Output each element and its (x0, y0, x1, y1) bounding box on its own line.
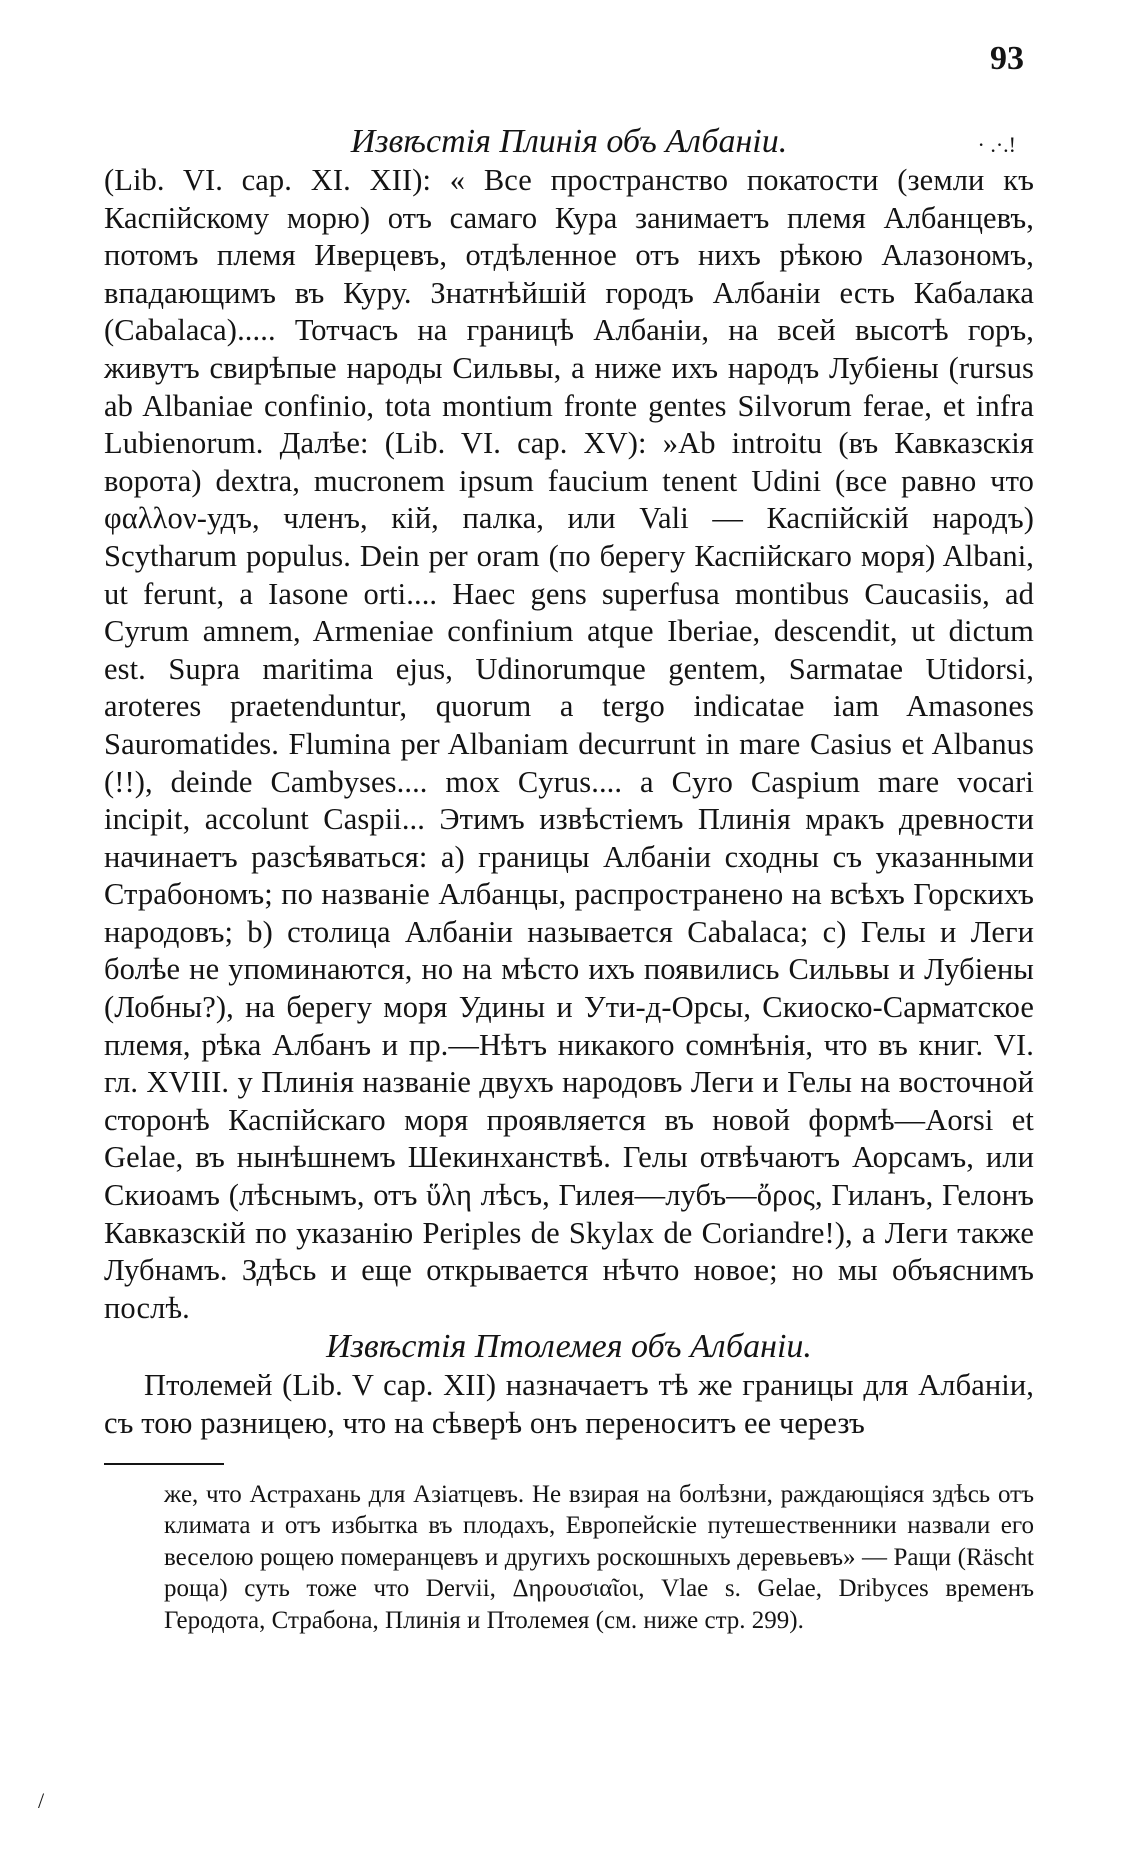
footnote: же, что Астрахань для Азіатцевъ. Не взирая на болѣзни, раждающіяся здѣсь отъ климата и отъ избытка въ плодахъ, Европейскіе путешественники назвали его веселою рощею померанцевъ и другихъ роскошныхъ деревьевъ» — Ращи (Räscht роща) суть тоже что Dervii, Δηρουσιαῖοι, Vlae s. Gelae, Dribyces временъ Геродота, Страбона, Плинія и Птолемея (см. ниже стр. 299). (164, 1480, 1034, 1634)
book-page (104, 40, 1034, 1636)
page-number: 93 (990, 40, 1024, 77)
paragraph-ptolemy (104, 1367, 1034, 1442)
section-heading-pliny: Извѣстія Плинія объ Албаніи. (350, 123, 788, 160)
section-heading-ptolemy: Извѣстія Птолемея объ Албаніи. (326, 1328, 812, 1366)
margin-mark: · .·.! (977, 132, 1016, 157)
footnote-divider (104, 1463, 224, 1465)
stray-margin-mark: / (38, 1788, 45, 1813)
paragraph-pliny: (Lib. VI. cap. XI. XII): « Все пространство покатости (земли къ Каспійскому морю) отъ самаго Кура занимаетъ племя Албанцевъ, потомъ племя Иверцевъ, отдѣленное отъ нихъ рѣкою Алазономъ, впадающимъ въ Куру. Знатнѣйшій городъ Албаніи есть Кабалака (Cabalaca)..... Тотчасъ на границѣ Албаніи, на всей высотѣ горъ, живутъ свирѣпые народы Сильвы, а ниже ихъ народъ Лубіены (rursus ab Albaniae confinio, tota montium fronte gentes Silvorum ferae, et infra Lubienorum. Далѣе: (Lib. VI. cap. XV): »Ab introitu (въ Кавказскія ворота) dextra, mucronem ipsum faucium tenent Udini (все равно что φαλλον-удъ, членъ, кій, палка, или Vali — Каспійскій народъ) Scytharum populus. Dein per oram (по берегу Каспійскаго моря) Albani, ut ferunt, a Iasone orti.... Haec gens superfusa montibus Caucasiis, ad Cyrum amnem, Armeniae confinium atque Iberiae, descendit, ut dictum est. Supra maritima ejus, Udinorumque gentem, Sarmatae Utidorsi, aroteres praetenduntur, quorum a tergo indicatae iam Amasones Sauromatides. Flumina per Albaniam decurrunt in mare Casius et Albanus (!!), deinde Cambyses.... mox Cyrus.... a Cyro Caspium mare vocari incipit, accolunt Caspii... Этимъ извѣстіемъ Плинія мракъ древности начинаетъ разсѣяваться: а) границы Албаніи сходны съ указанными Страбономъ; по названіе Албанцы, распространено на всѣхъ Горскихъ народовъ; b) столица Албаніи называется Cabalaca; c) Гелы и Леги болѣе не упоминаются, но на мѣсто ихъ появились Сильвы и Лубіены (Лобны?), на берегу моря Удины и Ути-д-Орсы, Скиоско-Сарматское племя, рѣка Албанъ и пр.—Нѣтъ никакого сомнѣнія, что въ книг. VI. гл. XVIII. у Плинія названіе двухъ народовъ Леги и Гелы на восточной сторонѣ Каспійскаго моря проявляется въ новой формѣ—Aorsi et Gelae, въ нынѣшнемъ Шекинханствѣ. Гелы отвѣчаютъ Аорсамъ, или Скиоамъ (лѣснымъ, отъ ὕλη лѣсъ, Гилея—лубъ—ὄρος, Гиланъ, Гелонъ Кавказскій по указанію Periples de Skylax de Coriandre!), а Леги также Лубнамъ. Здѣсь и еще открывается нѣчто новое; но мы объяснимъ послѣ. (104, 163, 1034, 1325)
paragraph-ptolemy-text: Птолемей (Lib. V cap. XII) назначаетъ тѣ же границы для Албаніи, съ тою разницею, что на сѣверѣ онъ переноситъ ее черезъ (104, 1368, 1034, 1440)
